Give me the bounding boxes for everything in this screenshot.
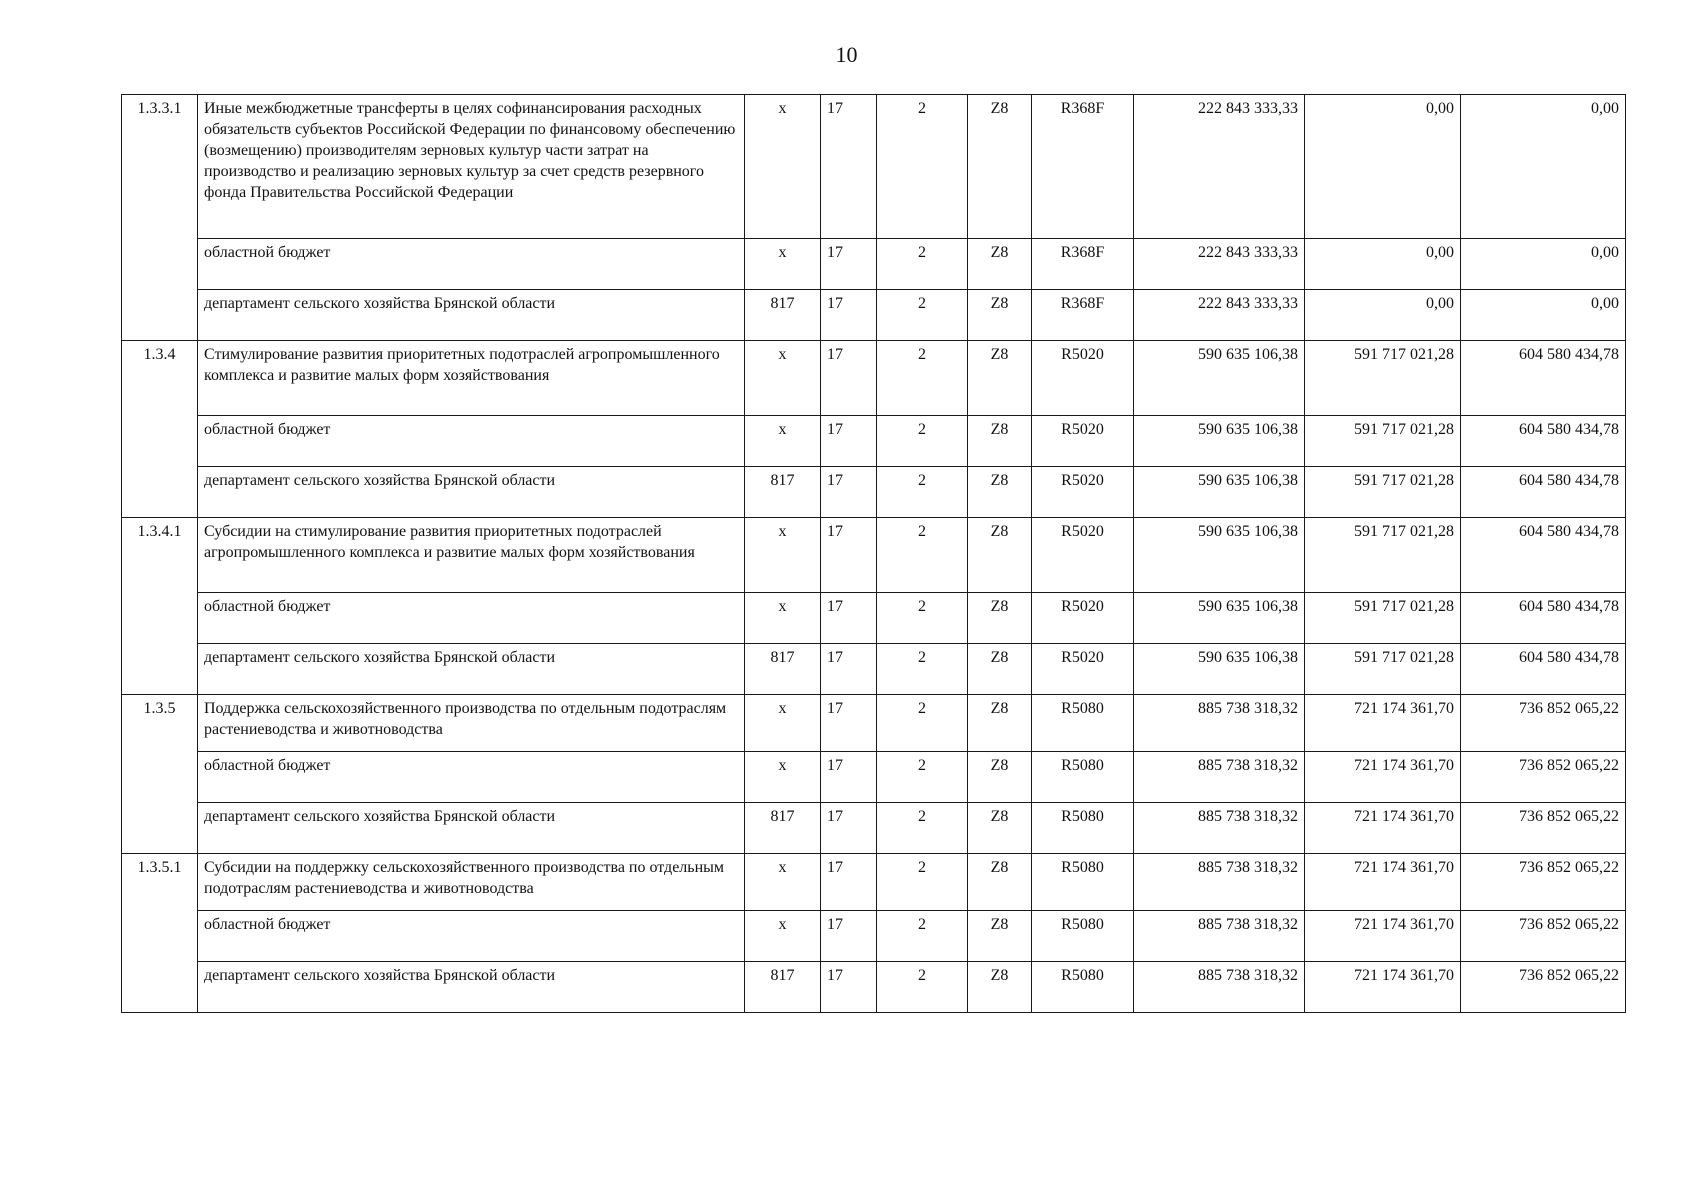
gp-cell: 17 [821,854,877,911]
amount-year1-cell: 222 843 333,33 [1134,95,1305,239]
pgp-cell: 2 [877,467,968,518]
section-header-row [122,95,1626,239]
om-cell: Z8 [968,911,1032,962]
nr-cell: R5080 [1032,803,1134,854]
amount-year3-cell: 736 852 065,22 [1461,695,1626,752]
pgp-cell: 2 [877,695,968,752]
om-cell: Z8 [968,290,1032,341]
grbs-cell: 817 [745,962,821,1013]
om-cell: Z8 [968,644,1032,695]
amount-year2-cell: 591 717 021,28 [1305,341,1461,416]
amount-year2-cell: 721 174 361,70 [1305,854,1461,911]
pgp-cell: 2 [877,95,968,239]
item-name: Стимулирование развития приоритетных подотраслей агропромышленного комплекса и развитие малых форм хозяйствования [198,341,745,416]
gp-cell: 17 [821,695,877,752]
amount-year1-cell: 885 738 318,32 [1134,911,1305,962]
regional-budget-row [122,416,1626,467]
item-name: Поддержка сельскохозяйственного производства по отдельным подотраслям растениеводства и животноводства [198,695,745,752]
om-cell: Z8 [968,803,1032,854]
pgp-cell: 2 [877,290,968,341]
amount-year3-cell: 604 580 434,78 [1461,518,1626,593]
amount-year3-cell: 736 852 065,22 [1461,854,1626,911]
nr-cell: R5080 [1032,911,1134,962]
amount-year2-cell: 0,00 [1305,95,1461,239]
nr-cell: R5080 [1032,752,1134,803]
gp-cell: 17 [821,752,877,803]
amount-year3-cell: 736 852 065,22 [1461,911,1626,962]
item-name: областной бюджет [198,911,745,962]
regional-budget-row [122,911,1626,962]
department-row [122,644,1626,695]
amount-year3-cell: 0,00 [1461,95,1626,239]
amount-year3-cell: 604 580 434,78 [1461,644,1626,695]
grbs-cell: x [745,695,821,752]
item-name: департамент сельского хозяйства Брянской области [198,467,745,518]
grbs-cell: x [745,752,821,803]
nr-cell: R368F [1032,290,1134,341]
amount-year2-cell: 721 174 361,70 [1305,911,1461,962]
amount-year2-cell: 721 174 361,70 [1305,803,1461,854]
item-name: департамент сельского хозяйства Брянской области [198,290,745,341]
nr-cell: R5020 [1032,416,1134,467]
item-name: областной бюджет [198,239,745,290]
section-number: 1.3.5.1 [122,854,198,1013]
grbs-cell: 817 [745,644,821,695]
om-cell: Z8 [968,518,1032,593]
nr-cell: R368F [1032,95,1134,239]
amount-year2-cell: 591 717 021,28 [1305,518,1461,593]
department-row [122,803,1626,854]
amount-year3-cell: 736 852 065,22 [1461,803,1626,854]
nr-cell: R5080 [1032,695,1134,752]
om-cell: Z8 [968,854,1032,911]
amount-year3-cell: 604 580 434,78 [1461,341,1626,416]
grbs-cell: 817 [745,803,821,854]
section-header-row [122,854,1626,911]
section-header-row [122,341,1626,416]
amount-year3-cell: 604 580 434,78 [1461,467,1626,518]
nr-cell: R5020 [1032,341,1134,416]
regional-budget-row [122,239,1626,290]
grbs-cell: x [745,593,821,644]
om-cell: Z8 [968,416,1032,467]
gp-cell: 17 [821,416,877,467]
gp-cell: 17 [821,467,877,518]
om-cell: Z8 [968,695,1032,752]
table-body [122,95,1626,1013]
amount-year3-cell: 0,00 [1461,290,1626,341]
amount-year1-cell: 885 738 318,32 [1134,695,1305,752]
amount-year3-cell: 604 580 434,78 [1461,593,1626,644]
gp-cell: 17 [821,593,877,644]
grbs-cell: 817 [745,290,821,341]
amount-year3-cell: 0,00 [1461,239,1626,290]
gp-cell: 17 [821,239,877,290]
amount-year1-cell: 885 738 318,32 [1134,962,1305,1013]
pgp-cell: 2 [877,416,968,467]
amount-year1-cell: 222 843 333,33 [1134,290,1305,341]
section-number: 1.3.3.1 [122,95,198,341]
item-name: департамент сельского хозяйства Брянской области [198,803,745,854]
item-name: департамент сельского хозяйства Брянской области [198,644,745,695]
item-name: Субсидии на поддержку сельскохозяйственного производства по отдельным подотраслям растениеводства и животноводства [198,854,745,911]
om-cell: Z8 [968,752,1032,803]
item-name: Иные межбюджетные трансферты в целях софинансирования расходных обязательств субъектов Российской Федерации по финансовому обеспечению (возмещению) производителям зерновых культур части затрат на производство и реализацию зерновых культур за счет средств резервного фонда Правительства Российской Федерации [198,95,745,239]
pgp-cell: 2 [877,803,968,854]
grbs-cell: x [745,341,821,416]
pgp-cell: 2 [877,593,968,644]
section-number: 1.3.4.1 [122,518,198,695]
om-cell: Z8 [968,239,1032,290]
amount-year1-cell: 885 738 318,32 [1134,803,1305,854]
amount-year2-cell: 0,00 [1305,290,1461,341]
amount-year2-cell: 721 174 361,70 [1305,752,1461,803]
grbs-cell: x [745,911,821,962]
regional-budget-row [122,752,1626,803]
amount-year2-cell: 591 717 021,28 [1305,644,1461,695]
nr-cell: R368F [1032,239,1134,290]
gp-cell: 17 [821,803,877,854]
amount-year2-cell: 721 174 361,70 [1305,695,1461,752]
gp-cell: 17 [821,290,877,341]
amount-year2-cell: 591 717 021,28 [1305,467,1461,518]
pgp-cell: 2 [877,341,968,416]
amount-year1-cell: 590 635 106,38 [1134,593,1305,644]
amount-year3-cell: 604 580 434,78 [1461,416,1626,467]
section-number: 1.3.4 [122,341,198,518]
gp-cell: 17 [821,341,877,416]
item-name: Субсидии на стимулирование развития приоритетных подотраслей агропромышленного комплекса и развитие малых форм хозяйствования [198,518,745,593]
page-number: 10 [835,42,858,67]
om-cell: Z8 [968,593,1032,644]
section-header-row [122,518,1626,593]
gp-cell: 17 [821,95,877,239]
amount-year2-cell: 721 174 361,70 [1305,962,1461,1013]
grbs-cell: x [745,95,821,239]
nr-cell: R5020 [1032,518,1134,593]
amount-year1-cell: 590 635 106,38 [1134,518,1305,593]
amount-year2-cell: 0,00 [1305,239,1461,290]
amount-year3-cell: 736 852 065,22 [1461,752,1626,803]
section-header-row [122,695,1626,752]
item-name: областной бюджет [198,416,745,467]
grbs-cell: x [745,518,821,593]
grbs-cell: 817 [745,467,821,518]
nr-cell: R5020 [1032,644,1134,695]
pgp-cell: 2 [877,239,968,290]
nr-cell: R5080 [1032,962,1134,1013]
amount-year1-cell: 885 738 318,32 [1134,854,1305,911]
pgp-cell: 2 [877,911,968,962]
item-name: областной бюджет [198,593,745,644]
amount-year2-cell: 591 717 021,28 [1305,416,1461,467]
pgp-cell: 2 [877,752,968,803]
gp-cell: 17 [821,644,877,695]
amount-year3-cell: 736 852 065,22 [1461,962,1626,1013]
gp-cell: 17 [821,911,877,962]
department-row [122,467,1626,518]
amount-year1-cell: 590 635 106,38 [1134,416,1305,467]
amount-year1-cell: 590 635 106,38 [1134,467,1305,518]
om-cell: Z8 [968,962,1032,1013]
grbs-cell: x [745,854,821,911]
amount-year1-cell: 590 635 106,38 [1134,644,1305,695]
department-row [122,290,1626,341]
pgp-cell: 2 [877,644,968,695]
budget-table [121,94,1626,1013]
grbs-cell: x [745,416,821,467]
pgp-cell: 2 [877,854,968,911]
om-cell: Z8 [968,95,1032,239]
om-cell: Z8 [968,341,1032,416]
amount-year1-cell: 590 635 106,38 [1134,341,1305,416]
amount-year1-cell: 222 843 333,33 [1134,239,1305,290]
grbs-cell: x [745,239,821,290]
item-name: департамент сельского хозяйства Брянской области [198,962,745,1013]
gp-cell: 17 [821,518,877,593]
section-number: 1.3.5 [122,695,198,854]
amount-year1-cell: 885 738 318,32 [1134,752,1305,803]
item-name: областной бюджет [198,752,745,803]
department-row [122,962,1626,1013]
pgp-cell: 2 [877,962,968,1013]
om-cell: Z8 [968,467,1032,518]
gp-cell: 17 [821,962,877,1013]
amount-year2-cell: 591 717 021,28 [1305,593,1461,644]
nr-cell: R5080 [1032,854,1134,911]
regional-budget-row [122,593,1626,644]
nr-cell: R5020 [1032,593,1134,644]
nr-cell: R5020 [1032,467,1134,518]
pgp-cell: 2 [877,518,968,593]
